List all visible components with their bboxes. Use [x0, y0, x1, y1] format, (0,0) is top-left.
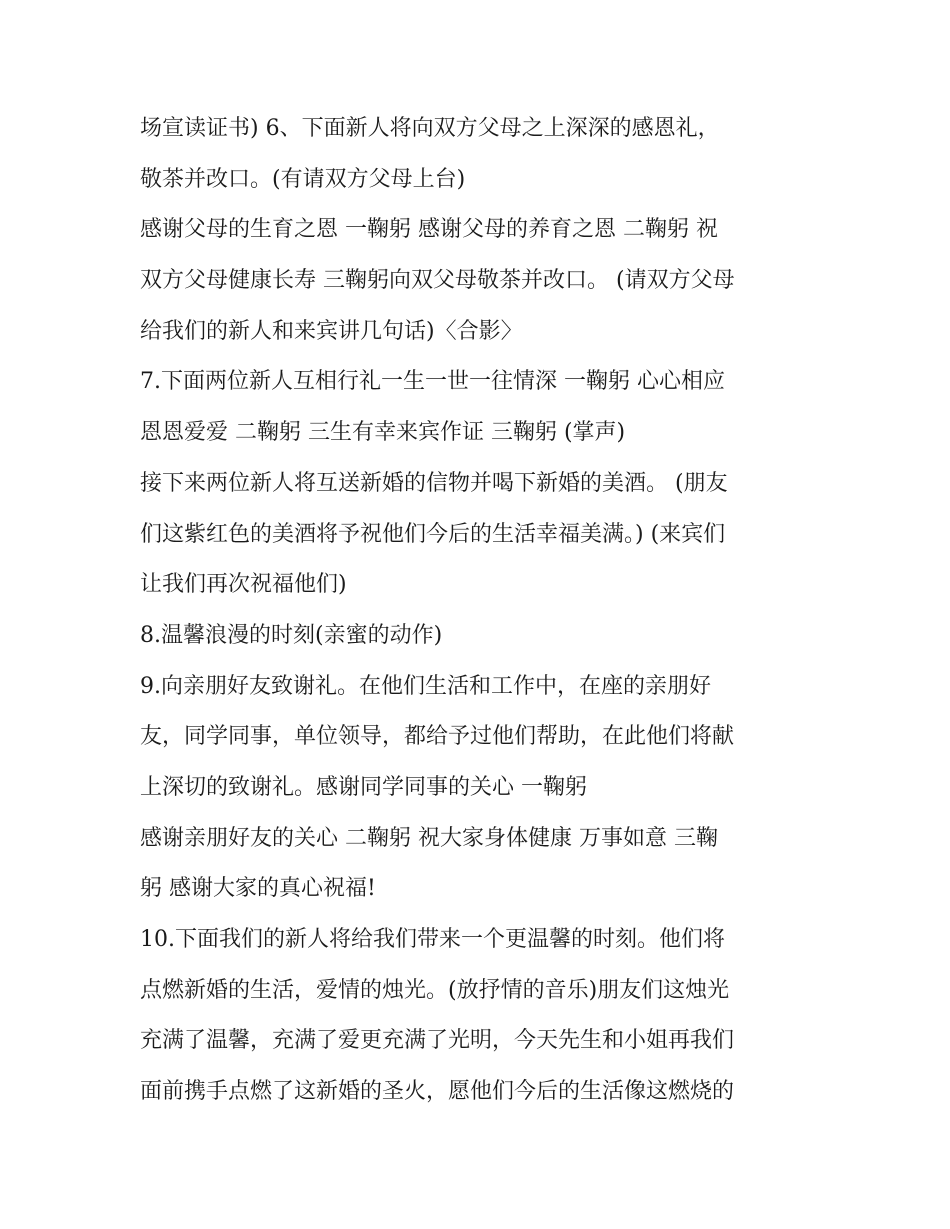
text-line: 场宣读证书) 6、下面新人将向双方父母之上深深的感恩礼， — [140, 116, 720, 141]
text-line: 上深切的致谢礼。感谢同学同事的关心 一鞠躬 — [140, 774, 587, 800]
text-line: 感谢父母的生育之恩 一鞠躬 感谢父母的养育之恩 二鞠躬 祝 — [140, 217, 718, 243]
text-line: 双方父母健康长寿 三鞠躬向双父母敬茶并改口。 (请双方父母 — [140, 268, 735, 294]
text-line: 10.下面我们的新人将给我们带来一个更温馨的时刻。他们将 — [140, 927, 725, 952]
text-line: 7.下面两位新人互相行礼一生一世一往情深 一鞠躬 心心相应 — [140, 369, 725, 395]
text-line: 9.向亲朋好友致谢礼。在他们生活和工作中，在座的亲朋好 — [140, 673, 711, 699]
body-text — [140, 104, 830, 1118]
text-line: 点燃新婚的生活，爱情的烛光。(放抒情的音乐)朋友们这烛光 — [140, 977, 730, 1003]
text-line: 感谢亲朋好友的关心 二鞠躬 祝大家身体健康 万事如意 三鞠 — [140, 825, 718, 851]
text-line: 8.温馨浪漫的时刻(亲蜜的动作) — [140, 622, 443, 648]
text-line: 面前携手点燃了这新婚的圣火，愿他们今后的生活像这燃烧的 — [140, 1079, 735, 1105]
text-line: 们这紫红色的美酒将予祝他们今后的生活幸福美满。) (来宾们 — [140, 521, 726, 547]
text-line: 接下来两位新人将互送新婚的信物并喝下新婚的美酒。 (朋友 — [140, 470, 728, 496]
text-line: 恩恩爱爱 二鞠躬 三生有幸来宾作证 三鞠躬 (掌声) — [140, 420, 626, 446]
text-line: 充满了温馨，充满了爱更充满了光明，今天先生和小姐再我们 — [140, 1028, 735, 1054]
text-line: 给我们的新人和来宾讲几句话)〈合影〉 — [140, 318, 523, 344]
text-line: 敬茶并改口。(有请双方父母上台) — [140, 166, 466, 192]
text-line: 躬 感谢大家的真心祝福! — [140, 876, 376, 902]
text-line: 友，同学同事，单位领导，都给予过他们帮助，在此他们将献 — [140, 724, 735, 750]
text-line: 让我们再次祝福他们) — [140, 572, 347, 598]
